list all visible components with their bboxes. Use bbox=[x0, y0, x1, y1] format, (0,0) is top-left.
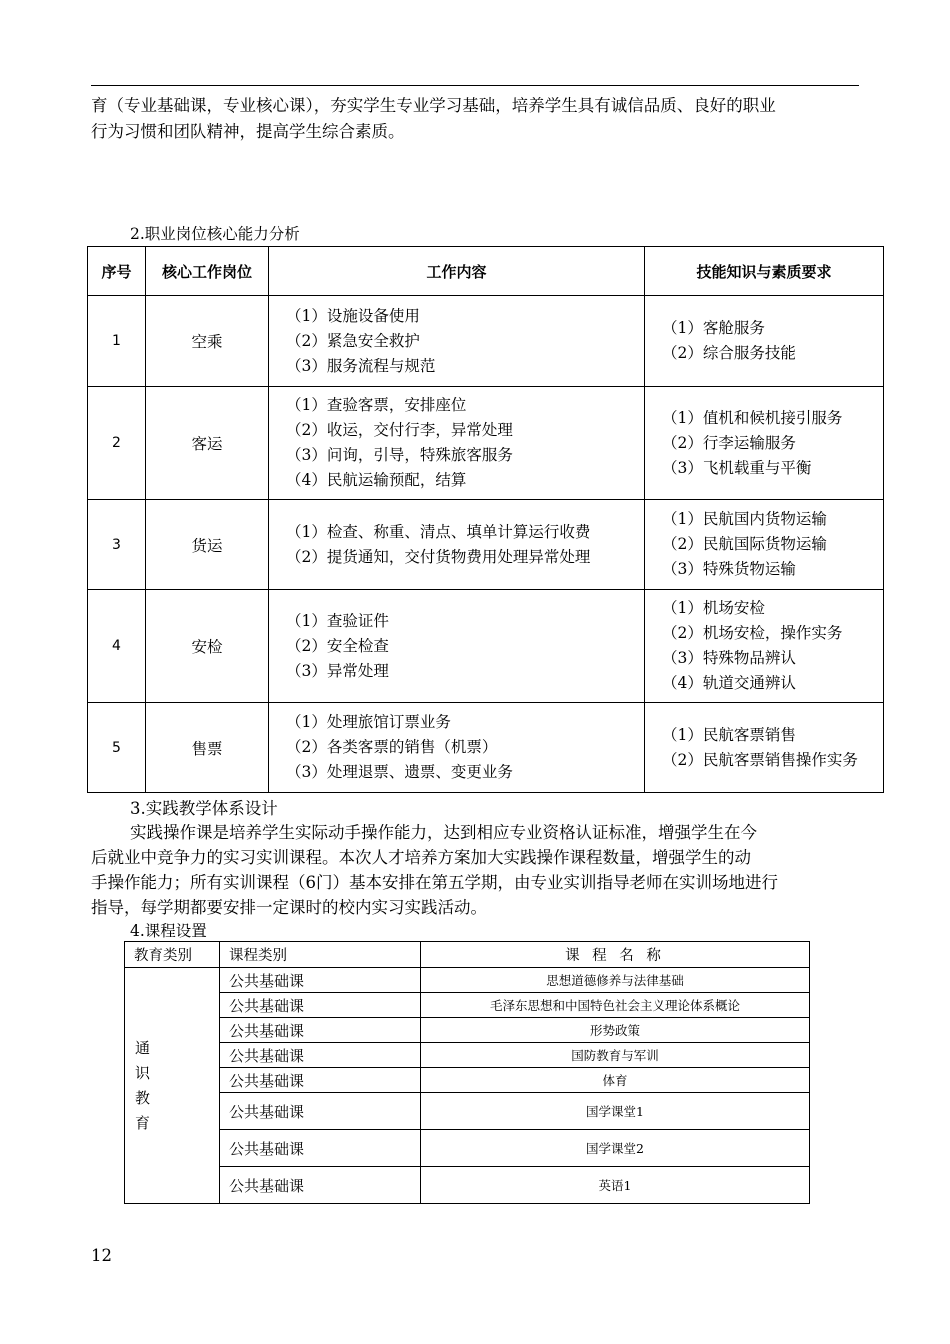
header-course-name: 课 程 名 称 bbox=[421, 942, 810, 968]
course-name: 毛泽东思想和中国特色社会主义理论体系概论 bbox=[421, 993, 810, 1018]
work-item: （2）紧急安全救护 bbox=[286, 331, 420, 350]
row-skills bbox=[645, 296, 884, 387]
work-item: （3）异常处理 bbox=[286, 661, 389, 680]
table-row bbox=[88, 500, 884, 590]
intro-paragraph bbox=[91, 93, 861, 145]
row-post: 空乘 bbox=[146, 296, 269, 387]
row-post: 货运 bbox=[146, 500, 269, 590]
table-header-row bbox=[88, 247, 884, 296]
skill-item: （2）综合服务技能 bbox=[662, 344, 796, 362]
work-item: （1）查验证件 bbox=[286, 611, 389, 630]
header-rule bbox=[91, 85, 859, 86]
row-no: 2 bbox=[88, 387, 146, 500]
skill-item: （2）民航国际货物运输 bbox=[662, 535, 827, 553]
row-work bbox=[269, 296, 645, 387]
table-row bbox=[125, 1068, 810, 1093]
course-category: 公共基础课 bbox=[220, 968, 421, 993]
section3-paragraph bbox=[91, 820, 861, 920]
work-item: （1）检查、称重、清点、填单计算运行收费 bbox=[286, 522, 591, 541]
course-category: 公共基础课 bbox=[220, 1068, 421, 1093]
skill-item: （1）民航国内货物运输 bbox=[662, 510, 827, 528]
skill-item: （1）客舱服务 bbox=[662, 319, 765, 337]
header-no: 序号 bbox=[88, 247, 146, 296]
work-item: （1）查验客票，安排座位 bbox=[286, 396, 467, 414]
work-item: （3）处理退票、遗票、变更业务 bbox=[286, 763, 513, 781]
skill-item: （3）特殊物品辨认 bbox=[662, 649, 796, 667]
work-item: （2）各类客票的销售（机票） bbox=[286, 738, 498, 756]
table-row bbox=[125, 968, 810, 993]
course-category: 公共基础课 bbox=[220, 1093, 421, 1130]
edu-type-char: 育 bbox=[135, 1113, 151, 1132]
table-row bbox=[88, 296, 884, 387]
table-row bbox=[88, 387, 884, 500]
core-ability-table bbox=[87, 246, 884, 793]
row-no: 4 bbox=[88, 590, 146, 703]
skill-item: （4）轨道交通辨认 bbox=[662, 674, 796, 692]
skill-item: （1）值机和候机接引服务 bbox=[662, 408, 843, 427]
section3-line: 手操作能力；所有实训课程（6门）基本安排在第五学期，由专业实训指导老师在实训场地进行 bbox=[91, 873, 778, 892]
edu-type-cell bbox=[125, 968, 220, 1204]
edu-type-char: 通 bbox=[135, 1038, 151, 1057]
work-item: （3）服务流程与规范 bbox=[286, 356, 436, 375]
work-item: （2）收运，交付行李，异常处理 bbox=[286, 421, 513, 439]
work-item: （3）问询，引导，特殊旅客服务 bbox=[286, 446, 513, 464]
row-work bbox=[269, 590, 645, 703]
row-work bbox=[269, 500, 645, 590]
page-number: 12 bbox=[91, 1246, 112, 1265]
course-category: 公共基础课 bbox=[220, 993, 421, 1018]
skill-item: （3）飞机载重与平衡 bbox=[662, 458, 812, 477]
work-item: （1）设施设备使用 bbox=[286, 306, 420, 325]
course-category: 公共基础课 bbox=[220, 1130, 421, 1167]
header-work: 工作内容 bbox=[269, 247, 645, 296]
intro-line: 育（专业基础课，专业核心课），夯实学生专业学习基础，培养学生具有诚信品质、良好的职业 bbox=[91, 96, 776, 115]
skill-item: （1）机场安检 bbox=[662, 599, 765, 617]
row-work bbox=[269, 387, 645, 500]
work-item: （4）民航运输预配，结算 bbox=[286, 471, 467, 489]
table-row bbox=[125, 1018, 810, 1043]
row-no: 3 bbox=[88, 500, 146, 590]
course-category: 公共基础课 bbox=[220, 1043, 421, 1068]
row-skills bbox=[645, 703, 884, 793]
work-item: （1）处理旅馆订票业务 bbox=[286, 713, 451, 731]
section3-line: 实践操作课是培养学生实际动手操作能力，达到相应专业资格认证标准，增强学生在今 bbox=[130, 823, 757, 842]
row-skills bbox=[645, 590, 884, 703]
section4-heading: 4.课程设置 bbox=[130, 922, 207, 940]
header-skills: 技能知识与素质要求 bbox=[645, 247, 884, 296]
skill-item: （2）机场安检，操作实务 bbox=[662, 624, 843, 642]
course-category: 公共基础课 bbox=[220, 1167, 421, 1204]
table-row bbox=[88, 590, 884, 703]
row-skills bbox=[645, 387, 884, 500]
row-post: 安检 bbox=[146, 590, 269, 703]
row-skills bbox=[645, 500, 884, 590]
course-name: 国防教育与军训 bbox=[421, 1043, 810, 1068]
table-row bbox=[88, 703, 884, 793]
table-header-row bbox=[125, 942, 810, 968]
intro-line: 行为习惯和团队精神，提高学生综合素质。 bbox=[91, 122, 405, 141]
row-no: 5 bbox=[88, 703, 146, 793]
table-row bbox=[125, 1093, 810, 1130]
work-item: （2）安全检查 bbox=[286, 636, 389, 655]
table-row bbox=[125, 1043, 810, 1068]
row-post: 售票 bbox=[146, 703, 269, 793]
skill-item: （2）行李运输服务 bbox=[662, 433, 796, 452]
course-name: 思想道德修养与法律基础 bbox=[421, 968, 810, 993]
skill-item: （3）特殊货物运输 bbox=[662, 560, 796, 578]
header-course-category: 课程类别 bbox=[220, 942, 421, 968]
table-row bbox=[125, 1130, 810, 1167]
header-edu-type: 教育类别 bbox=[125, 942, 220, 968]
course-name: 体育 bbox=[421, 1068, 810, 1093]
skill-item: （1）民航客票销售 bbox=[662, 725, 796, 744]
section3-heading: 3.实践教学体系设计 bbox=[130, 799, 278, 818]
section3-line: 指导，每学期都要安排一定课时的校内实习实践活动。 bbox=[91, 898, 487, 917]
row-no: 1 bbox=[88, 296, 146, 387]
header-post: 核心工作岗位 bbox=[146, 247, 269, 296]
section3-line: 后就业中竞争力的实习实训课程。本次人才培养方案加大实践操作课程数量，增强学生的动 bbox=[91, 848, 751, 867]
row-post: 客运 bbox=[146, 387, 269, 500]
course-table bbox=[124, 941, 810, 1204]
course-name: 国学课堂1 bbox=[421, 1093, 810, 1130]
course-name: 形势政策 bbox=[421, 1018, 810, 1043]
row-work bbox=[269, 703, 645, 793]
course-name: 英语1 bbox=[421, 1167, 810, 1204]
work-item: （2）提货通知，交付货物费用处理异常处理 bbox=[286, 547, 591, 566]
table-row bbox=[125, 1167, 810, 1204]
course-category: 公共基础课 bbox=[220, 1018, 421, 1043]
table-row bbox=[125, 993, 810, 1018]
edu-type-char: 识 bbox=[135, 1063, 151, 1082]
course-name: 国学课堂2 bbox=[421, 1130, 810, 1167]
edu-type-char: 教 bbox=[135, 1088, 151, 1107]
skill-item: （2）民航客票销售操作实务 bbox=[662, 750, 858, 769]
section2-caption: 2.职业岗位核心能力分析 bbox=[130, 225, 300, 243]
